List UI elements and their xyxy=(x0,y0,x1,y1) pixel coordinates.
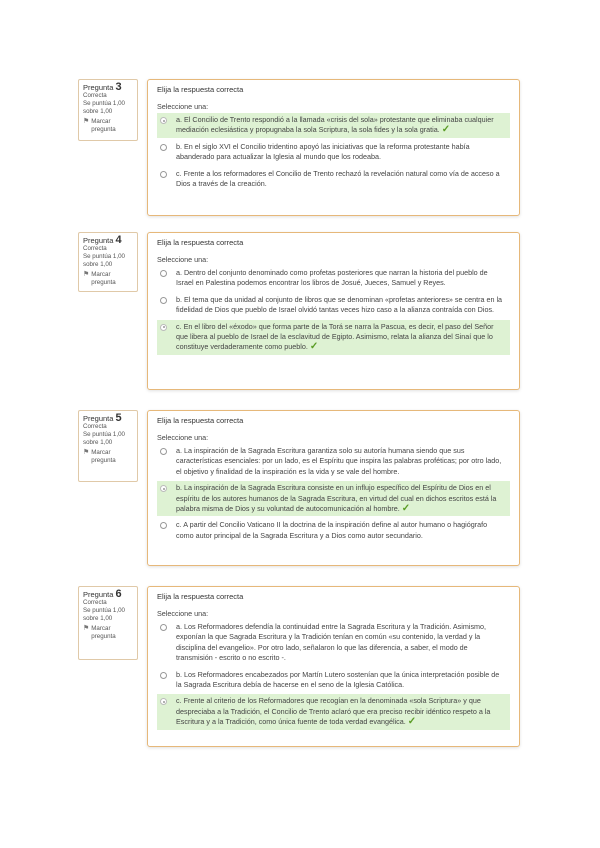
answer-option[interactable]: c. Frente al criterio de los Reformadores que recogían en la denominada «sola Scriptura» y que despreciaba a la Tradición, el Concilio de Trento aclaró que era preciso recibir idéntico respeto a la Escritura y a la Tradición, como única fuente de toda verdad evangélica. ✓ xyxy=(157,694,510,729)
question-score: Se puntúa 1,00 sobre 1,00 xyxy=(83,253,125,268)
question-info xyxy=(78,232,138,292)
answer-option[interactable]: a. La inspiración de la Sagrada Escritura garantiza solo su autoría humana siendo que sus características esenciales: por un lado, es el Espíritu que inspira las palabras proféticas; por otro lado, el objetivo y finalidad de la inspiración es la vida y se vale del hombre. xyxy=(157,444,510,479)
answer-option[interactable]: b. Los Reformadores encabezados por Martín Lutero sostenían que la única interpretación posible de la Sagrada Escritura debía de hacerse en el seno de la Iglesia Católica. xyxy=(157,668,510,693)
question-content xyxy=(147,410,520,566)
question-number: Pregunta 5 xyxy=(83,412,122,424)
question-content xyxy=(147,79,520,216)
question-score: Se puntúa 1,00 sobre 1,00 xyxy=(83,100,125,115)
select-label: Seleccione una: xyxy=(157,609,209,618)
answer-option[interactable]: b. El tema que da unidad al conjunto de libros que se denominan «profetas anteriores» se centra en la fidelidad de Dios que pueblo de Israel olvidó tantas veces hizo caso a la alianza contraída con Dios. xyxy=(157,293,510,318)
answer-option[interactable]: c. En el libro del «éxodo» que forma parte de la Torá se narra la Pascua, es decir, el paso del Señor que libera al pueblo de Israel de la esclavitud de Egipto. Asimismo, relata la alianza del Sinaí que lo constituye verdaderamente como pueblo. ✓ xyxy=(157,320,510,355)
radio-button[interactable] xyxy=(160,117,167,124)
check-icon: ✓ xyxy=(441,124,451,136)
flag-icon: ⚑ xyxy=(83,449,90,456)
flag-question-link[interactable]: ⚑ Marcar pregunta xyxy=(83,449,116,464)
question-content xyxy=(147,586,520,747)
check-icon: ✓ xyxy=(309,341,319,353)
answer-option[interactable]: c. A partir del Concilio Vaticano II la doctrina de la inspiración define al autor humano o hagiógrafo como autor principal de la Sagrada Escritura y a Dios como autor secundario. xyxy=(157,518,510,543)
question-status: Correcta xyxy=(83,423,107,430)
question-content xyxy=(147,232,520,390)
answer-option[interactable]: c. Frente a los reformadores el Concilio de Trento rechazó la revelación natural como vía de acceso a Dios a través de la creación. xyxy=(157,167,510,192)
answer-option[interactable]: b. La inspiración de la Sagrada Escritura consiste en un influjo específico del Espíritu de Dios en el espíritu de los autores humanos de la Sagrada Escritura, en virtud del cual en dichos escritos está la palabra misma de Dios y su voluntad de autocomunicación al hombre. ✓ xyxy=(157,481,510,516)
select-label: Seleccione una: xyxy=(157,255,209,264)
question-number: Pregunta 3 xyxy=(83,81,122,93)
question-prompt: Elija la respuesta correcta xyxy=(157,592,244,601)
question-info xyxy=(78,79,138,141)
radio-button[interactable] xyxy=(160,624,167,631)
question-status: Correcta xyxy=(83,92,107,99)
answer-option[interactable]: a. Los Reformadores defendía la continuidad entre la Sagrada Escritura y la Tradición. Asimismo, exponían la que Sagrada Escritura y la Tradición tenían en común «su contenido, la verdad y la disciplina del evangelio». Por otro lado, señalaron lo que las diferencia, a saber, el modo de transmisión - escrito o no escrito -. xyxy=(157,620,510,666)
question-info xyxy=(78,586,138,660)
flag-question-link[interactable]: ⚑ Marcar pregunta xyxy=(83,625,116,640)
select-label: Seleccione una: xyxy=(157,102,209,111)
radio-button[interactable] xyxy=(160,485,167,492)
radio-button[interactable] xyxy=(160,144,167,151)
radio-button[interactable] xyxy=(160,171,167,178)
radio-button[interactable] xyxy=(160,324,167,331)
radio-button[interactable] xyxy=(160,448,167,455)
question-status: Correcta xyxy=(83,599,107,606)
radio-button[interactable] xyxy=(160,270,167,277)
flag-icon: ⚑ xyxy=(83,118,90,125)
check-icon: ✓ xyxy=(401,503,411,515)
radio-button[interactable] xyxy=(160,297,167,304)
check-icon: ✓ xyxy=(407,716,417,728)
question-prompt: Elija la respuesta correcta xyxy=(157,85,244,94)
answer-option[interactable]: b. En el siglo XVI el Concilio tridentino apoyó las iniciativas que la reforma protestante había abanderado para actualizar la Iglesia al mundo que los rodeaba. xyxy=(157,140,510,165)
answer-option[interactable]: a. El Concilio de Trento respondió a la llamada «crisis del sola» protestante que eliminaba cualquier mediación eclesiástica y propugnaba la sola Scriptura, la sola fides y la sola gratia. ✓ xyxy=(157,113,510,138)
question-prompt: Elija la respuesta correcta xyxy=(157,416,244,425)
question-number: Pregunta 6 xyxy=(83,588,122,600)
question-score: Se puntúa 1,00 sobre 1,00 xyxy=(83,607,125,622)
flag-question-link[interactable]: ⚑ Marcar pregunta xyxy=(83,271,116,286)
answer-option[interactable]: a. Dentro del conjunto denominado como profetas posteriores que narran la historia del pueblo de Israel en Palestina podemos encontrar los libros de Josué, Jueces, Samuel y Reyes. xyxy=(157,266,510,291)
flag-question-link[interactable]: ⚑ Marcar pregunta xyxy=(83,118,116,133)
flag-icon: ⚑ xyxy=(83,625,90,632)
radio-button[interactable] xyxy=(160,672,167,679)
flag-icon: ⚑ xyxy=(83,271,90,278)
question-number: Pregunta 4 xyxy=(83,234,122,246)
radio-button[interactable] xyxy=(160,522,167,529)
question-status: Correcta xyxy=(83,245,107,252)
question-prompt: Elija la respuesta correcta xyxy=(157,238,244,247)
select-label: Seleccione una: xyxy=(157,433,209,442)
question-info xyxy=(78,410,138,482)
radio-button[interactable] xyxy=(160,698,167,705)
question-score: Se puntúa 1,00 sobre 1,00 xyxy=(83,431,125,446)
